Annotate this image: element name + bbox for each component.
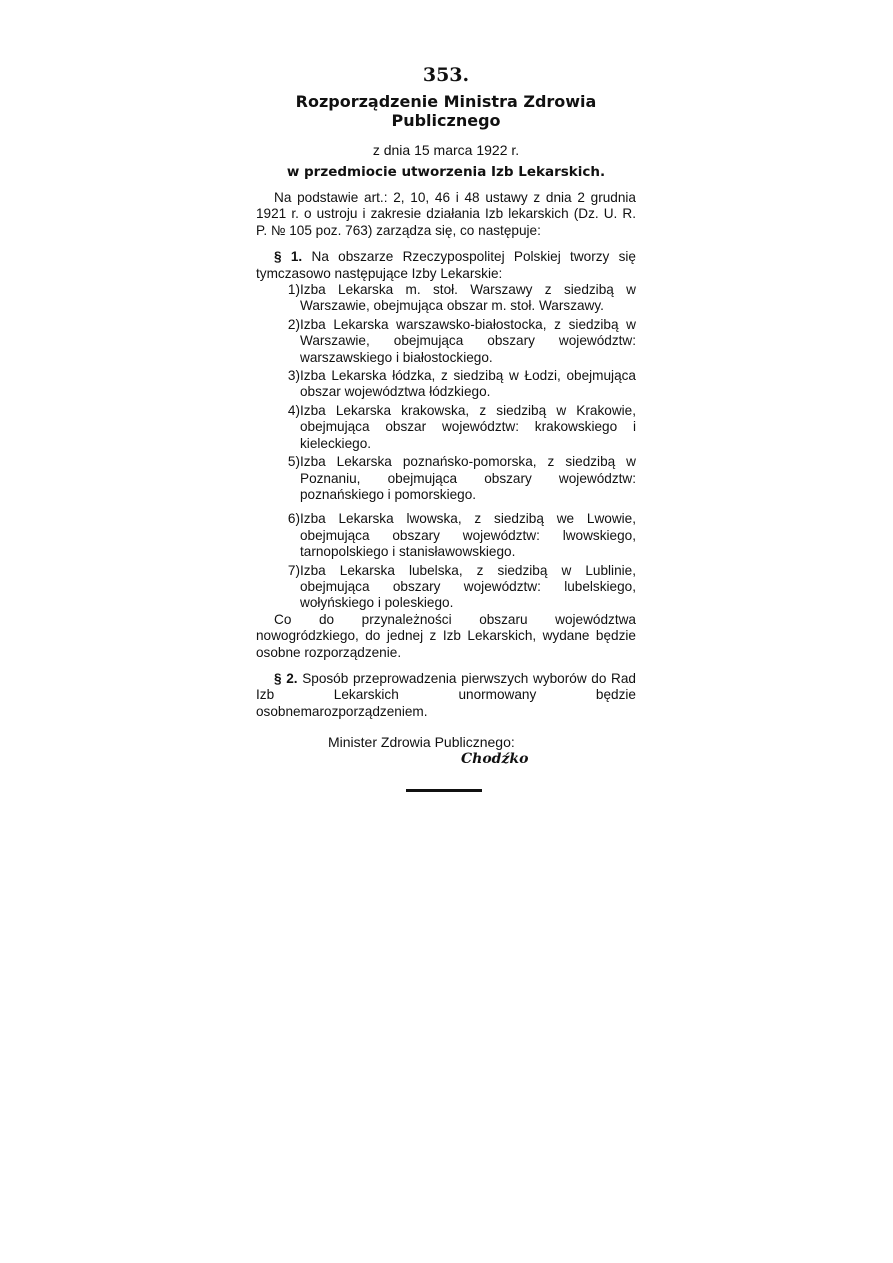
list-item-text: Izba Lekarska warszawsko-białostocka, z siedzibą w Warszawie, obejmująca obszary województw: warszawskiego i białostockiego. (300, 316, 636, 365)
list-item-text: Izba Lekarska lwowska, z siedzibą we Lwowie, obejmująca obszary województw: lwowskiego, tarnopolskiego i stanisławowskiego. (300, 511, 636, 560)
section-1-intro (256, 249, 636, 282)
list-item-number: 6) (287, 511, 300, 527)
section-2 (256, 671, 636, 720)
list-item (256, 317, 636, 366)
list-item (256, 282, 636, 315)
act-date: z dnia 15 marca 1922 r. (372, 142, 520, 158)
document-column (256, 64, 636, 792)
list-item (256, 454, 636, 503)
list-item-number: 1) (287, 282, 300, 298)
list-item (256, 511, 636, 560)
section-1-intro-text: Na obszarze Rzeczypospolitej Polskiej tworzy się tymczasowo następujące Izby Lekarskie: (256, 249, 636, 281)
section-1-closing: Co do przynależności obszaru województwa nowogródzkiego, do jednej z Izb Lekarskich, wydane będzie osobne rozporządzenie. (256, 611, 636, 660)
signature-line: Minister Zdrowia Publicznego: (328, 734, 515, 751)
list-item-number: 2) (287, 316, 300, 332)
list-item-number: 3) (287, 368, 300, 384)
list-item-text: Izba Lekarska łódzka, z siedzibą w Łodzi, obejmująca obszar województwa łódzkiego. (300, 368, 636, 400)
list-item (256, 563, 636, 612)
signer-name: Chodźko (461, 751, 529, 768)
list-item-text: Izba Lekarska lubelska, z siedzibą w Lublinie, obejmująca obszary województw: lubelskiego, wołyńskiego i poleskiego. (300, 562, 636, 611)
chamber-list (256, 282, 636, 612)
list-item-number: 4) (287, 402, 300, 418)
list-item-text: Izba Lekarska krakowska, z siedzibą w Krakowie, obejmująca obszar województw: krakowskiego i kieleckiego. (300, 402, 636, 451)
act-title: Rozporządzenie Ministra Zdrowia Publicznego (295, 92, 597, 130)
closing-rule (406, 789, 482, 792)
act-number: 353. (422, 64, 470, 86)
section-2-text: Sposób przeprowadzenia pierwszych wyborów do Rad Izb Lekarskich unormowany będzie osobnemarozporządzeniem. (256, 670, 636, 719)
section-2-mark: § 2. (274, 670, 298, 686)
section-1-mark: § 1. (274, 249, 303, 265)
list-item-number: 5) (287, 454, 300, 470)
list-item-text: Izba Lekarska m. stoł. Warszawy z siedzibą w Warszawie, obejmująca obszar m. stoł. Warszawy. (300, 282, 636, 314)
list-item-text: Izba Lekarska poznańsko-pomorska, z siedzibą w Poznaniu, obejmująca obszary województw: poznańskiego i pomorskiego. (300, 454, 636, 502)
preamble: Na podstawie art.: 2, 10, 46 i 48 ustawy z dnia 2 grudnia 1921 r. o ustroju i zakresie działania Izb lekarskich (Dz. U. R. P. № 105 poz. 763) zarządza się, co następuje: (256, 190, 636, 238)
list-item (256, 403, 636, 452)
list-item (256, 368, 636, 401)
act-subject: w przedmiocie utworzenia Izb Lekarskich. (286, 164, 606, 180)
list-item-number: 7) (287, 562, 300, 578)
